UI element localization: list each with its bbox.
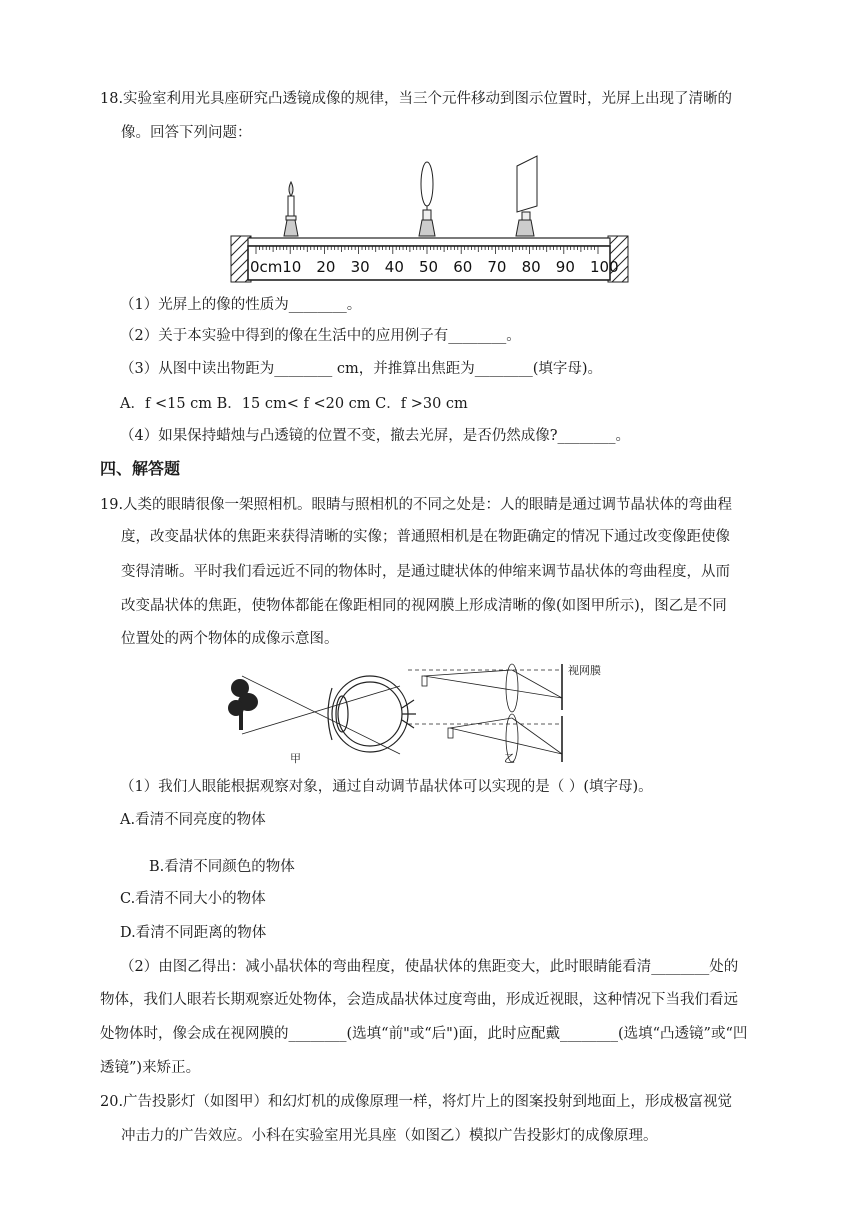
- bench-tick-label: 30: [350, 258, 370, 276]
- diagram-yi-top: [408, 664, 562, 712]
- eye-figure: [222, 658, 642, 766]
- q18-stem-line-2: 像。回答下列问题：: [121, 125, 252, 141]
- q19-part-1: （1）我们人眼能根据观察对象，通过自动调节晶状体可以实现的是（ ）(填字母)。: [120, 779, 653, 795]
- bench-tick-label: 50: [419, 258, 439, 276]
- light-screen: [516, 156, 537, 236]
- optical-bench-figure: [228, 150, 632, 286]
- section-title: 四、解答题: [100, 459, 181, 478]
- bench-tick-label: 10: [282, 258, 302, 276]
- bench-tick-label: 0cm: [250, 258, 283, 276]
- bench-tick-label: 90: [555, 258, 575, 276]
- tree-icon: [228, 679, 258, 730]
- bench-tick-label: 20: [316, 258, 336, 276]
- q19-line-3: 变得清晰。平时我们看远近不同的物体时，是通过睫状体的伸缩来调节晶状体的弯曲程度，从而: [121, 564, 730, 580]
- q18-stem-line-1: 18.实验室利用光具座研究凸透镜成像的规律，当三个元件移动到图示位置时，光屏上出现了清晰的: [100, 91, 733, 107]
- fig-label-retina: 视网膜: [568, 664, 601, 677]
- q18-part-1: （1）光屏上的像的性质为________。: [120, 297, 362, 313]
- q19-line-4: 改变晶状体的焦距，使物体都能在像距相同的视网膜上形成清晰的像(如图甲所示)，图乙是不同: [121, 598, 727, 614]
- bench-tick-label: 60: [453, 258, 473, 276]
- q19-option-d: D.看清不同距离的物体: [120, 925, 267, 941]
- q19-line-1: 19.人类的眼睛很像一架照相机。眼睛与照相机的不同之处是：人的眼睛是通过调节晶状体的弯曲程: [100, 497, 733, 513]
- diagram-yi-bottom: [408, 714, 562, 762]
- q19-option-b: B.看清不同颜色的物体: [149, 859, 295, 875]
- bench-tick-label: 70: [487, 258, 507, 276]
- q19-line-2: 度，改变晶状体的焦距来获得清晰的实像；普通照相机是在物距确定的情况下通过改变像距使像: [121, 529, 730, 545]
- bench-rail: [248, 238, 610, 246]
- convex-lens: [419, 162, 435, 236]
- candle: [284, 182, 298, 236]
- q19-part-2-line-2: 物体，我们人眼若长期观察近处物体，会造成晶状体过度弯曲，形成近视眼，这种情况下当我们看远: [100, 992, 738, 1008]
- q18-part-4: （4）如果保持蜡烛与凸透镜的位置不变，撤去光屏，是否仍然成像?________。: [120, 428, 630, 444]
- q18-part-3: （3）从图中读出物距为________ cm，并推算出焦距为________(填字母)。: [120, 361, 603, 377]
- q20-line-1: 20.广告投影灯（如图甲）和幻灯机的成像原理一样，将灯片上的图案投射到地面上，形成极富视觉: [100, 1094, 733, 1110]
- q18-part-2: （2）关于本实验中得到的像在生活中的应用例子有________。: [120, 328, 521, 344]
- q19-part-2-line-1: （2）由图乙得出：减小晶状体的弯曲程度，使晶状体的焦距变大，此时眼睛能看清________处的: [120, 959, 739, 975]
- bench-tick-label: 100: [590, 258, 619, 276]
- bench-tick-label: 80: [521, 258, 541, 276]
- q19-part-2-line-4: 透镜”)来矫正。: [100, 1060, 201, 1076]
- q19-part-2-line-3: 处物体时，像会成在视网膜的________(选填“前"或“后")面，此时应配戴________(选填“凸透镜”或“凹: [100, 1026, 748, 1042]
- q18-options: A．f <15 cm B．15 cm< f <20 cm C．f >30 cm: [120, 396, 468, 412]
- bench-tick-label: 40: [384, 258, 404, 276]
- q19-option-a: A.看清不同亮度的物体: [120, 812, 266, 828]
- fig-label-jia: 甲: [290, 752, 301, 765]
- fig-label-yi: 乙: [504, 752, 515, 765]
- q20-line-2: 冲击力的广告效应。小科在实验室用光具座（如图乙）模拟广告投影灯的成像原理。: [121, 1128, 658, 1144]
- q19-line-5: 位置处的两个物体的成像示意图。: [121, 631, 339, 647]
- q19-option-c: C.看清不同大小的物体: [120, 891, 266, 907]
